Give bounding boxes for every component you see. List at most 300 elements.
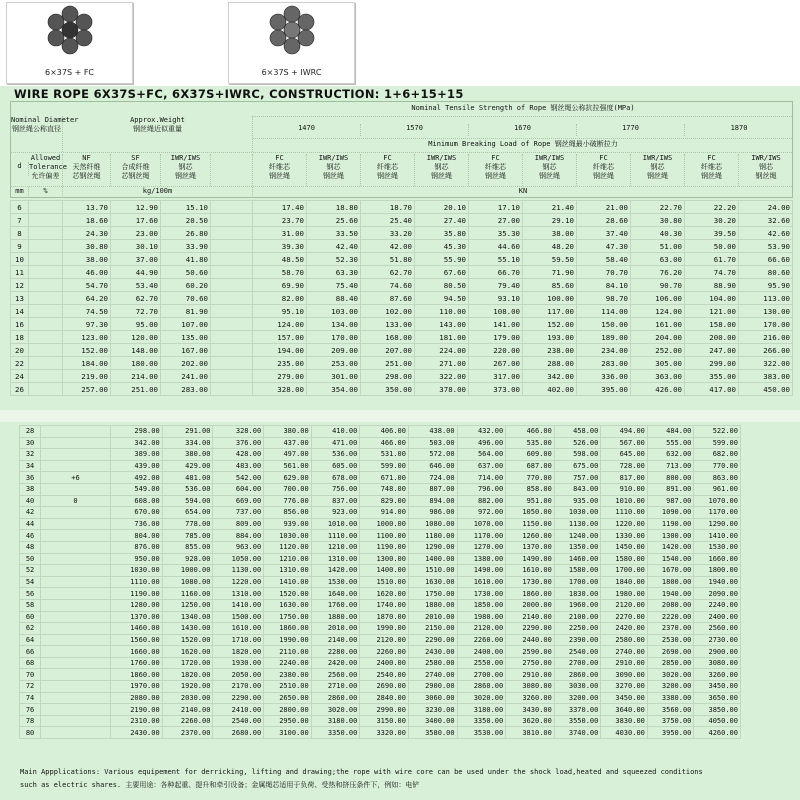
table-cell: 1700.00 bbox=[601, 565, 648, 577]
table-cell: 1350.00 bbox=[554, 541, 601, 553]
table-cell: 2120.00 bbox=[601, 599, 648, 611]
table-cell: 90.70 bbox=[631, 279, 685, 292]
table-cell: 2550.00 bbox=[457, 657, 506, 669]
table-cell: 100.00 bbox=[523, 292, 577, 305]
table-cell: 28 bbox=[20, 426, 41, 438]
table-cell: 2690.00 bbox=[360, 681, 409, 693]
table-cell: 1370.00 bbox=[506, 541, 555, 553]
table-cell: 3350.00 bbox=[311, 727, 360, 739]
table-cell: 354.00 bbox=[307, 383, 361, 396]
table-cell: 1210.00 bbox=[311, 541, 360, 553]
page-title: WIRE ROPE 6X37S+FC, 6X37S+IWRC, CONSTRUCTION: 1+6+15+15 bbox=[14, 87, 464, 101]
table-cell: 492.00 bbox=[110, 472, 162, 484]
table-cell: 1800.00 bbox=[647, 576, 694, 588]
table-cell: 1410.00 bbox=[694, 530, 741, 542]
table-cell: 670.00 bbox=[110, 507, 162, 519]
table-cell: 1760.00 bbox=[311, 599, 360, 611]
rope-caption-fc: 6×37S + FC bbox=[44, 68, 95, 77]
table-cell: 10 bbox=[11, 253, 29, 266]
table-cell: 1420.00 bbox=[311, 565, 360, 577]
table-cell: 1130.00 bbox=[554, 518, 601, 530]
table-cell: 2860.00 bbox=[457, 681, 506, 693]
table-cell: 1730.00 bbox=[506, 576, 555, 588]
table-cell: 3180.00 bbox=[311, 715, 360, 727]
table-cell: 3950.00 bbox=[647, 727, 694, 739]
table-cell: 1980.00 bbox=[457, 611, 506, 623]
table-cell: 471.00 bbox=[311, 437, 360, 449]
table-cell: 1030.00 bbox=[554, 507, 601, 519]
table-cell: 167.00 bbox=[161, 344, 211, 357]
table-cell bbox=[211, 266, 253, 279]
table-cell bbox=[29, 357, 63, 370]
table-cell: 3830.00 bbox=[601, 715, 648, 727]
table-cell: 106.00 bbox=[631, 292, 685, 305]
table-cell: 2410.00 bbox=[213, 704, 264, 716]
table-cell: 8 bbox=[11, 227, 29, 240]
table-cell: 1220.00 bbox=[601, 518, 648, 530]
header-fc-1670: FC 纤维芯 钢丝绳 bbox=[469, 154, 523, 186]
table-cell: 2400.00 bbox=[360, 657, 409, 669]
table-cell: 1620.00 bbox=[162, 646, 213, 658]
table-cell: 123.00 bbox=[63, 331, 111, 344]
table-cell: 170.00 bbox=[307, 331, 361, 344]
table-cell: 1050.00 bbox=[213, 553, 264, 565]
table-cell: 21.40 bbox=[523, 201, 577, 214]
table-cell: 202.00 bbox=[161, 357, 211, 370]
table-cell: 645.00 bbox=[601, 449, 648, 461]
table-cell: 33.20 bbox=[361, 227, 415, 240]
header-fc-1770: FC 纤维芯 钢丝绳 bbox=[577, 154, 631, 186]
table-cell: 62.70 bbox=[361, 266, 415, 279]
table-cell: 1880.00 bbox=[408, 599, 457, 611]
table-cell: 2190.00 bbox=[110, 704, 162, 716]
table-row bbox=[20, 704, 741, 716]
table-cell: 1750.00 bbox=[264, 611, 312, 623]
table-row bbox=[20, 669, 741, 681]
table-cell: 1110.00 bbox=[601, 507, 648, 519]
table-cell: 2250.00 bbox=[554, 623, 601, 635]
table-cell: 417.00 bbox=[685, 383, 739, 396]
table-cell: 350.00 bbox=[361, 383, 415, 396]
table-cell: 894.00 bbox=[408, 495, 457, 507]
table-cell: 987.00 bbox=[647, 495, 694, 507]
table-cell: 437.00 bbox=[264, 437, 312, 449]
table-cell: 62 bbox=[20, 623, 41, 635]
table-cell bbox=[41, 565, 111, 577]
table-cell bbox=[29, 383, 63, 396]
table-cell bbox=[41, 681, 111, 693]
table-cell: 910.00 bbox=[601, 483, 648, 495]
table-cell: 207.00 bbox=[361, 344, 415, 357]
table-cell: 1080.00 bbox=[162, 576, 213, 588]
table-cell: 23.70 bbox=[253, 214, 307, 227]
table-cell: 378.00 bbox=[415, 383, 469, 396]
table-cell: 30.80 bbox=[631, 214, 685, 227]
wire-rope-fc-cross-section-icon bbox=[40, 5, 100, 55]
table-cell bbox=[29, 331, 63, 344]
table-cell: 3560.00 bbox=[647, 704, 694, 716]
table-cell: 74.60 bbox=[361, 279, 415, 292]
table-cell: 2150.00 bbox=[408, 623, 457, 635]
table-cell: 2750.00 bbox=[506, 657, 555, 669]
table-cell: 951.00 bbox=[506, 495, 555, 507]
table-cell: 837.00 bbox=[311, 495, 360, 507]
table-cell: 2900.00 bbox=[408, 681, 457, 693]
table-cell: 224.00 bbox=[415, 344, 469, 357]
table-cell bbox=[41, 507, 111, 519]
table-cell: 1870.00 bbox=[360, 611, 409, 623]
table-cell: 1980.00 bbox=[601, 588, 648, 600]
table-cell: 35.30 bbox=[469, 227, 523, 240]
table-row bbox=[20, 623, 741, 635]
table-cell: 3200.00 bbox=[554, 692, 601, 704]
table-cell: 234.00 bbox=[577, 344, 631, 357]
table-cell: 102.00 bbox=[361, 305, 415, 318]
table-cell: 1730.00 bbox=[457, 588, 506, 600]
table-cell: 141.00 bbox=[469, 318, 523, 331]
table-cell: 70.70 bbox=[577, 266, 631, 279]
table-cell bbox=[211, 227, 253, 240]
table-cell: 756.00 bbox=[311, 483, 360, 495]
table-cell: 157.00 bbox=[253, 331, 307, 344]
table-cell bbox=[29, 318, 63, 331]
table-cell: 675.00 bbox=[554, 460, 601, 472]
table-cell: 95.90 bbox=[739, 279, 793, 292]
table-cell: 67.60 bbox=[415, 266, 469, 279]
table-row bbox=[11, 344, 793, 357]
table-cell: 748.00 bbox=[360, 483, 409, 495]
table-cell: 251.00 bbox=[361, 357, 415, 370]
table-cell: 785.00 bbox=[162, 530, 213, 542]
table-cell: 238.00 bbox=[523, 344, 577, 357]
table-cell: 1240.00 bbox=[554, 530, 601, 542]
table-cell: 168.00 bbox=[361, 331, 415, 344]
table-cell: 2010.00 bbox=[311, 623, 360, 635]
table-cell: 2000.00 bbox=[506, 599, 555, 611]
table-cell: 72 bbox=[20, 681, 41, 693]
table-cell bbox=[29, 279, 63, 292]
table-cell: 135.00 bbox=[161, 331, 211, 344]
table-cell: 1610.00 bbox=[506, 565, 555, 577]
table-cell: 494.00 bbox=[601, 426, 648, 438]
table-cell: 50.00 bbox=[685, 240, 739, 253]
table-cell: 114.00 bbox=[577, 305, 631, 318]
table-cell: 3090.00 bbox=[601, 669, 648, 681]
table-cell: 37.40 bbox=[577, 227, 631, 240]
table-row bbox=[20, 483, 741, 495]
table-cell: 3230.00 bbox=[408, 704, 457, 716]
table-cell bbox=[41, 483, 111, 495]
table-cell: 2370.00 bbox=[162, 727, 213, 739]
table-cell: 2740.00 bbox=[601, 646, 648, 658]
table-cell: 25.60 bbox=[307, 214, 361, 227]
table-row bbox=[11, 214, 793, 227]
table-cell: 2650.00 bbox=[264, 692, 312, 704]
table-cell: 124.00 bbox=[631, 305, 685, 318]
table-cell: 15.10 bbox=[161, 201, 211, 214]
table-part-2 bbox=[19, 425, 741, 739]
table-cell: 27.00 bbox=[469, 214, 523, 227]
table-row bbox=[20, 553, 741, 565]
table-row bbox=[20, 657, 741, 669]
table-cell: 637.00 bbox=[457, 460, 506, 472]
table-cell: 17.40 bbox=[253, 201, 307, 214]
table-cell bbox=[41, 646, 111, 658]
table-cell: 76.20 bbox=[631, 266, 685, 279]
table-cell: 60 bbox=[20, 611, 41, 623]
table-cell: 3580.00 bbox=[408, 727, 457, 739]
table-cell bbox=[41, 669, 111, 681]
table-cell: 2580.00 bbox=[601, 634, 648, 646]
table-cell: 22 bbox=[11, 357, 29, 370]
table-cell bbox=[29, 266, 63, 279]
table-cell: 2140.00 bbox=[506, 611, 555, 623]
table-cell: 39.30 bbox=[253, 240, 307, 253]
table-cell: 220.00 bbox=[469, 344, 523, 357]
table-cell: 1970.00 bbox=[110, 681, 162, 693]
table-cell: 46.00 bbox=[63, 266, 111, 279]
table-row bbox=[20, 646, 741, 658]
table-cell: 1860.00 bbox=[506, 588, 555, 600]
table-cell: 776.00 bbox=[264, 495, 312, 507]
table-cell: 76 bbox=[20, 704, 41, 716]
table-cell: 1400.00 bbox=[360, 565, 409, 577]
table-cell: 1630.00 bbox=[408, 576, 457, 588]
table-cell: 632.00 bbox=[647, 449, 694, 461]
table-cell: 2740.00 bbox=[408, 669, 457, 681]
table-cell: 1990.00 bbox=[264, 634, 312, 646]
table-cell: 1410.00 bbox=[213, 599, 264, 611]
header-grade-1770: 1770 bbox=[577, 124, 685, 136]
table-cell: 1180.00 bbox=[408, 530, 457, 542]
table-cell: 1030.00 bbox=[264, 530, 312, 542]
table-row bbox=[11, 240, 793, 253]
table-cell: 80 bbox=[20, 727, 41, 739]
table-cell: 1190.00 bbox=[110, 588, 162, 600]
table-cell: 807.00 bbox=[408, 483, 457, 495]
table-cell: 78 bbox=[20, 715, 41, 727]
table-cell: 1990.00 bbox=[360, 623, 409, 635]
table-cell: 95.00 bbox=[111, 318, 161, 331]
table-cell: 2950.00 bbox=[264, 715, 312, 727]
table-cell: 1580.00 bbox=[554, 565, 601, 577]
table-cell: 1010.00 bbox=[311, 518, 360, 530]
table-cell: 1110.00 bbox=[311, 530, 360, 542]
table-row bbox=[20, 541, 741, 553]
table-cell: 678.00 bbox=[311, 472, 360, 484]
table-cell: 796.00 bbox=[457, 483, 506, 495]
table-cell: 322.00 bbox=[739, 357, 793, 370]
table-cell: 70.60 bbox=[161, 292, 211, 305]
table-cell bbox=[41, 518, 111, 530]
table-cell: 68 bbox=[20, 657, 41, 669]
table-cell: 2700.00 bbox=[457, 669, 506, 681]
table-cell: 2510.00 bbox=[264, 681, 312, 693]
table-cell: 1840.00 bbox=[601, 576, 648, 588]
table-cell: 3530.00 bbox=[457, 727, 506, 739]
table-divider bbox=[0, 410, 800, 422]
table-cell: 69.90 bbox=[253, 279, 307, 292]
table-cell: 253.00 bbox=[307, 357, 361, 370]
table-cell: 466.00 bbox=[360, 437, 409, 449]
table-cell: 108.00 bbox=[469, 305, 523, 318]
table-cell: 555.00 bbox=[647, 437, 694, 449]
table-cell: 170.00 bbox=[739, 318, 793, 331]
table-cell: 1630.00 bbox=[264, 599, 312, 611]
table-cell: 1330.00 bbox=[601, 530, 648, 542]
table-cell: 288.00 bbox=[523, 357, 577, 370]
table-cell: 20 bbox=[11, 344, 29, 357]
table-cell: 1510.00 bbox=[360, 576, 409, 588]
table-cell: 64 bbox=[20, 634, 41, 646]
table-cell: 95.10 bbox=[253, 305, 307, 318]
table-cell: 1960.00 bbox=[554, 599, 601, 611]
table-cell: 342.00 bbox=[110, 437, 162, 449]
table-cell: 1880.00 bbox=[311, 611, 360, 623]
table-cell: 22.70 bbox=[631, 201, 685, 214]
table-cell bbox=[41, 623, 111, 635]
table-row bbox=[11, 318, 793, 331]
table-row bbox=[20, 460, 741, 472]
table-cell: 71.90 bbox=[523, 266, 577, 279]
table-cell: 1130.00 bbox=[213, 565, 264, 577]
table-cell: 216.00 bbox=[739, 331, 793, 344]
table-cell: 130.00 bbox=[739, 305, 793, 318]
header-fc-1870: FC 纤维芯 钢丝绳 bbox=[685, 154, 739, 186]
table-cell: 2010.00 bbox=[408, 611, 457, 623]
table-cell: 355.00 bbox=[685, 370, 739, 383]
table-cell: 152.00 bbox=[523, 318, 577, 331]
table-row bbox=[20, 611, 741, 623]
table-cell: 1940.00 bbox=[694, 576, 741, 588]
table-cell: 1340.00 bbox=[162, 611, 213, 623]
table-cell bbox=[41, 599, 111, 611]
table-cell: 1920.00 bbox=[162, 681, 213, 693]
table-cell: 1210.00 bbox=[264, 553, 312, 565]
table-cell: 193.00 bbox=[523, 331, 577, 344]
table-cell: 2840.00 bbox=[360, 692, 409, 704]
table-cell: 1250.00 bbox=[162, 599, 213, 611]
table-cell: 2990.00 bbox=[360, 704, 409, 716]
table-cell: 1520.00 bbox=[264, 588, 312, 600]
table-cell: 1370.00 bbox=[110, 611, 162, 623]
table-cell: 75.40 bbox=[307, 279, 361, 292]
table-cell: 1290.00 bbox=[694, 518, 741, 530]
table-cell: 1300.00 bbox=[360, 553, 409, 565]
table-cell: 179.00 bbox=[469, 331, 523, 344]
table-cell: 608.00 bbox=[110, 495, 162, 507]
table-cell: 687.00 bbox=[506, 460, 555, 472]
table-cell: 605.00 bbox=[311, 460, 360, 472]
table-cell: 1190.00 bbox=[360, 541, 409, 553]
table-cell: 7 bbox=[11, 214, 29, 227]
table-cell: 23.00 bbox=[111, 227, 161, 240]
table-cell: 271.00 bbox=[415, 357, 469, 370]
table-cell: 963.00 bbox=[213, 541, 264, 553]
table-cell: 1530.00 bbox=[694, 541, 741, 553]
header-tensile-strength: Nominal Tensile Strength of Rope 钢丝绳公称抗拉强度(MPa) bbox=[411, 104, 635, 112]
table-row bbox=[20, 599, 741, 611]
table-cell: 3400.00 bbox=[408, 715, 457, 727]
header-fc-1570: FC 纤维芯 钢丝绳 bbox=[361, 154, 415, 186]
table-cell bbox=[41, 541, 111, 553]
table-cell: 42 bbox=[20, 507, 41, 519]
table-cell: 484.00 bbox=[647, 426, 694, 438]
table-cell: 45.30 bbox=[415, 240, 469, 253]
table-cell: 363.00 bbox=[631, 370, 685, 383]
table-cell: 50 bbox=[20, 553, 41, 565]
table-cell: 1750.00 bbox=[408, 588, 457, 600]
table-cell: 599.00 bbox=[360, 460, 409, 472]
table-cell: 301.00 bbox=[307, 370, 361, 383]
table-cell: 373.00 bbox=[469, 383, 523, 396]
table-cell: 1280.00 bbox=[110, 599, 162, 611]
table-cell: 432.00 bbox=[457, 426, 506, 438]
table-cell: 2590.00 bbox=[506, 646, 555, 658]
table-cell: 66 bbox=[20, 646, 41, 658]
table-cell: 439.00 bbox=[110, 460, 162, 472]
table-cell: 1710.00 bbox=[213, 634, 264, 646]
table-cell: 856.00 bbox=[264, 507, 312, 519]
table-cell: 44 bbox=[20, 518, 41, 530]
table-cell: 74 bbox=[20, 692, 41, 704]
table-cell: 395.00 bbox=[577, 383, 631, 396]
table-cell: 158.00 bbox=[685, 318, 739, 331]
table-cell: 54.70 bbox=[63, 279, 111, 292]
table-cell bbox=[211, 344, 253, 357]
table-cell: 800.00 bbox=[647, 472, 694, 484]
table-cell: 1940.00 bbox=[647, 588, 694, 600]
table-cell: 13 bbox=[11, 292, 29, 305]
table-cell: 526.00 bbox=[554, 437, 601, 449]
table-cell: 61.70 bbox=[685, 253, 739, 266]
table-cell: 134.00 bbox=[307, 318, 361, 331]
table-cell: 1190.00 bbox=[647, 518, 694, 530]
header-nominal-diameter: Nominal Diameter 钢丝绳公称直径 bbox=[11, 116, 63, 152]
table-cell: 93.10 bbox=[469, 292, 523, 305]
header-iwr-1770: IWR/IWS 钢芯 钢丝绳 bbox=[631, 154, 685, 186]
table-cell: 18 bbox=[11, 331, 29, 344]
table-cell: 104.00 bbox=[685, 292, 739, 305]
table-cell: 38.00 bbox=[63, 253, 111, 266]
table-cell: 181.00 bbox=[415, 331, 469, 344]
table-cell: 51.00 bbox=[631, 240, 685, 253]
table-cell: 2680.00 bbox=[213, 727, 264, 739]
header-sf: SF 合成纤维 芯钢丝绳 bbox=[111, 154, 161, 186]
table-cell: 26.80 bbox=[161, 227, 211, 240]
table-cell: 55.90 bbox=[415, 253, 469, 266]
table-cell: 36 bbox=[20, 472, 41, 484]
table-cell: 604.00 bbox=[213, 483, 264, 495]
header-iwr-1570: IWR/IWS 钢芯 钢丝绳 bbox=[415, 154, 469, 186]
table-cell: 35.80 bbox=[415, 227, 469, 240]
table-cell: 536.00 bbox=[311, 449, 360, 461]
table-cell bbox=[211, 240, 253, 253]
unit-mm: mm bbox=[11, 187, 29, 198]
note-line-2: such as electric shares. 主要用途：各种起重、提升和牵引设备；金属绳芯适用于负荷、受热和挤压条件下，例如：电铲 bbox=[20, 781, 420, 789]
table-cell: 1640.00 bbox=[311, 588, 360, 600]
table-cell: 53.40 bbox=[111, 279, 161, 292]
table-row bbox=[11, 227, 793, 240]
table-cell: 2050.00 bbox=[213, 669, 264, 681]
rope-image-fc bbox=[6, 2, 133, 84]
header-grade-1670: 1670 bbox=[469, 124, 577, 136]
table-cell: 44.90 bbox=[111, 266, 161, 279]
table-cell: 3450.00 bbox=[601, 692, 648, 704]
table-cell bbox=[29, 240, 63, 253]
table-cell: 972.00 bbox=[457, 507, 506, 519]
table-cell: 1620.00 bbox=[360, 588, 409, 600]
